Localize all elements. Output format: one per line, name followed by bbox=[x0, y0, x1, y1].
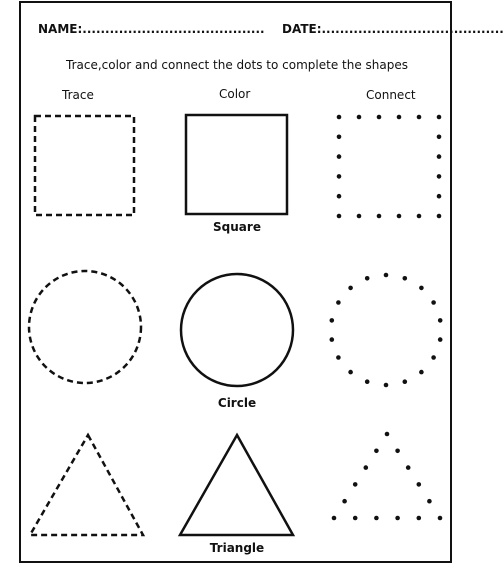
square-dot bbox=[437, 115, 442, 120]
triangle-dot bbox=[374, 516, 379, 521]
triangle-dot bbox=[417, 516, 422, 521]
triangle-dot bbox=[395, 449, 400, 454]
circle-dot bbox=[438, 318, 443, 323]
circle-dot bbox=[384, 273, 389, 278]
connect-circle-dots[interactable] bbox=[330, 273, 443, 388]
triangle-dot bbox=[364, 465, 369, 470]
triangle-dot bbox=[406, 465, 411, 470]
triangle-dot bbox=[374, 449, 379, 454]
square-dot bbox=[377, 214, 382, 219]
circle-dot bbox=[336, 355, 341, 360]
square-dot bbox=[437, 214, 442, 219]
square-dot bbox=[337, 115, 342, 120]
trace-square[interactable] bbox=[35, 116, 134, 215]
triangle-dot bbox=[353, 482, 358, 487]
circle-dot bbox=[438, 337, 443, 342]
circle-dot bbox=[365, 379, 370, 384]
color-triangle[interactable] bbox=[180, 435, 293, 535]
square-dot bbox=[337, 194, 342, 199]
square-dot bbox=[357, 115, 362, 120]
square-dot bbox=[437, 154, 442, 159]
triangle-dot bbox=[427, 499, 432, 504]
circle-dot bbox=[431, 355, 436, 360]
circle-dot bbox=[336, 300, 341, 305]
circle-dot bbox=[403, 276, 408, 281]
square-dot bbox=[417, 214, 422, 219]
label-circle: Circle bbox=[217, 396, 257, 410]
triangle-dot bbox=[438, 516, 443, 521]
square-dot bbox=[397, 115, 402, 120]
column-heading-trace: Trace bbox=[62, 88, 94, 102]
triangle-dot bbox=[342, 499, 347, 504]
connect-square-dots[interactable] bbox=[337, 115, 442, 219]
trace-triangle[interactable] bbox=[30, 435, 143, 535]
column-heading-color: Color bbox=[219, 87, 251, 101]
circle-dot bbox=[419, 370, 424, 375]
triangle-dot bbox=[417, 482, 422, 487]
connect-triangle-dots[interactable] bbox=[332, 432, 443, 521]
square-dot bbox=[337, 214, 342, 219]
triangle-dot bbox=[332, 516, 337, 521]
trace-circle[interactable] bbox=[29, 271, 141, 383]
square-dot bbox=[397, 214, 402, 219]
triangle-dot bbox=[385, 432, 390, 437]
circle-dot bbox=[330, 318, 335, 323]
square-dot bbox=[337, 154, 342, 159]
instructions-text: Trace,color and connect the dots to complete the shapes bbox=[66, 58, 408, 72]
color-circle[interactable] bbox=[181, 274, 293, 386]
square-dot bbox=[377, 115, 382, 120]
date-field[interactable]: DATE:........................................ bbox=[282, 22, 504, 36]
square-dot bbox=[437, 174, 442, 179]
square-dot bbox=[337, 174, 342, 179]
name-field[interactable]: NAME:........................................ bbox=[38, 22, 265, 36]
label-triangle: Triangle bbox=[209, 541, 265, 555]
label-square: Square bbox=[213, 220, 261, 234]
color-square[interactable] bbox=[186, 115, 287, 214]
square-dot bbox=[417, 115, 422, 120]
circle-dot bbox=[348, 286, 353, 291]
circle-dot bbox=[384, 383, 389, 388]
circle-dot bbox=[403, 379, 408, 384]
square-dot bbox=[357, 214, 362, 219]
column-heading-connect: Connect bbox=[366, 88, 416, 102]
triangle-dot bbox=[353, 516, 358, 521]
square-dot bbox=[437, 135, 442, 140]
circle-dot bbox=[419, 286, 424, 291]
circle-dot bbox=[330, 337, 335, 342]
circle-dot bbox=[365, 276, 370, 281]
circle-dot bbox=[348, 370, 353, 375]
square-dot bbox=[437, 194, 442, 199]
circle-dot bbox=[431, 300, 436, 305]
triangle-dot bbox=[395, 516, 400, 521]
square-dot bbox=[337, 135, 342, 140]
